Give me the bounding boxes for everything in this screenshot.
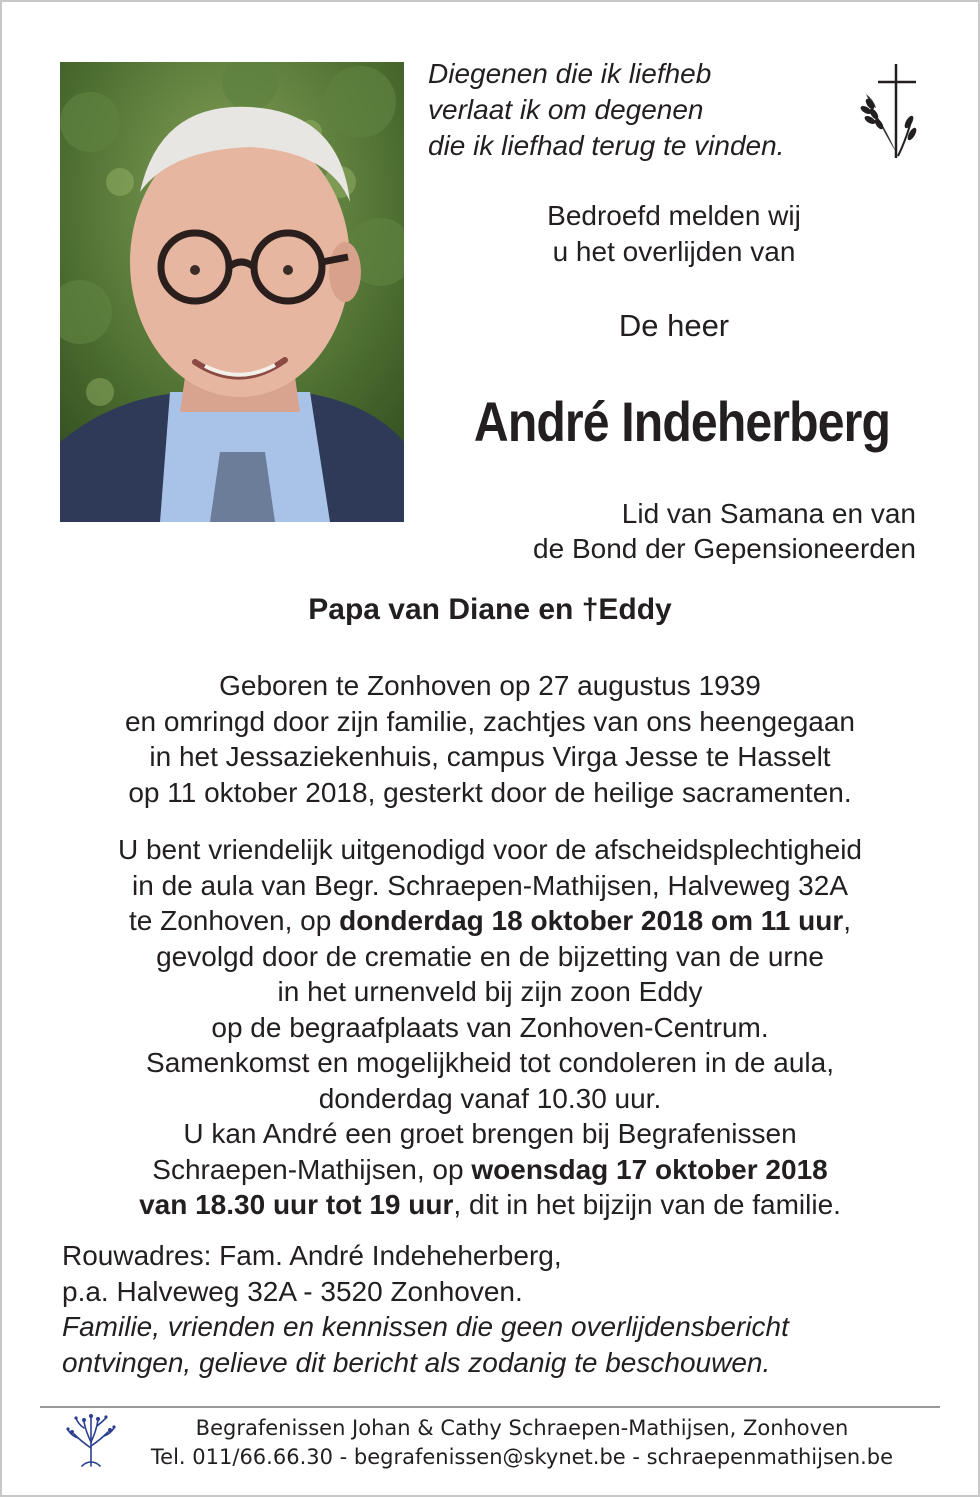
paragraph-line: en omringd door zijn familie, zachtjes van ons heengegaan <box>124 705 855 737</box>
visitation-date: woensdag 17 oktober 2018 <box>471 1153 828 1185</box>
membership <box>533 496 916 566</box>
address-line: Rouwadres: Fam. André Indeheherberg, <box>62 1240 562 1271</box>
honorific: De heer <box>618 308 730 343</box>
paragraph-line: U bent vriendelijk uitgenodigd voor de afscheidsplechtigheid <box>117 834 863 865</box>
birth-death-paragraph <box>2 668 978 810</box>
poem-line: die ik liefhad terug te vinden. <box>428 130 785 161</box>
paragraph-line: op 11 oktober 2018, gesterkt door de heilige sacramenten. <box>128 776 852 808</box>
address-line: p.a. Halveweg 32A - 3520 Zonhoven. <box>62 1275 523 1307</box>
ceremony-paragraph <box>2 832 978 1223</box>
paragraph-line: donderdag vanaf 10.30 uur. <box>318 1082 662 1114</box>
text-run: , dit in het bijzijn van de familie. <box>453 1189 841 1220</box>
ceremony-datetime: donderdag 18 oktober 2018 om 11 uur <box>339 905 844 936</box>
paragraph-line: in de aula van Begr. Schraepen-Mathijsen, Halveweg 32A <box>132 869 848 901</box>
poem <box>428 56 784 164</box>
visitation-time: van 18.30 uur tot 19 uur <box>139 1189 454 1220</box>
mourning-address <box>62 1238 789 1380</box>
footer-company: Begrafenissen Johan & Cathy Schraepen-Mathijsen, Zonhoven <box>195 1416 849 1440</box>
announcement <box>442 198 906 270</box>
text-run: Schraepen-Mathijsen, op <box>152 1153 472 1185</box>
membership-line: Lid van Samana en van <box>621 498 916 529</box>
deceased-name: André Indeherberg <box>473 390 891 453</box>
cross-with-wheat-icon <box>852 60 934 160</box>
footer <box>122 1414 922 1472</box>
announcement-line: Bedroefd melden wij <box>547 200 801 231</box>
announcement-line: u het overlijden van <box>552 236 796 267</box>
text-run: te Zonhoven, op <box>128 905 340 936</box>
paragraph-line: op de begraafplaats van Zonhoven-Centrum. <box>211 1011 769 1043</box>
address-note: Familie, vrienden en kennissen die geen overlijdensbericht <box>62 1311 789 1342</box>
paragraph-line <box>2 1152 978 1188</box>
poem-line: Diegenen die ik liefheb <box>428 58 712 89</box>
portrait-photo <box>60 62 404 522</box>
family-line: Papa van Diane en †Eddy <box>308 593 672 626</box>
paragraph-line: Geboren te Zonhoven op 27 augustus 1939 <box>219 670 761 701</box>
membership-line: de Bond der Gepensioneerden <box>533 533 916 564</box>
paragraph-line <box>2 1187 978 1223</box>
portrait-illustration <box>60 62 404 522</box>
paragraph-line: in het urnenveld bij zijn zoon Eddy <box>277 976 703 1007</box>
text-run: , <box>843 905 852 936</box>
tree-logo-icon <box>64 1412 118 1468</box>
paragraph-line: in het Jessaziekenhuis, campus Virga Jesse te Hasselt <box>149 741 831 772</box>
paragraph-line <box>2 903 978 939</box>
paragraph-line: gevolgd door de crematie en de bijzetting van de urne <box>156 940 824 972</box>
footer-divider <box>40 1406 940 1408</box>
footer-contact: Tel. 011/66.66.30 - begrafenissen@skynet.be - schraepenmathijsen.be <box>150 1445 894 1469</box>
paragraph-line: U kan André een groet brengen bij Begrafenissen <box>183 1118 797 1149</box>
address-note: ontvingen, gelieve dit bericht als zodanig te beschouwen. <box>62 1346 771 1378</box>
poem-line: verlaat ik om degenen <box>428 94 704 125</box>
paragraph-line: Samenkomst en mogelijkheid tot condoleren in de aula, <box>146 1047 834 1078</box>
